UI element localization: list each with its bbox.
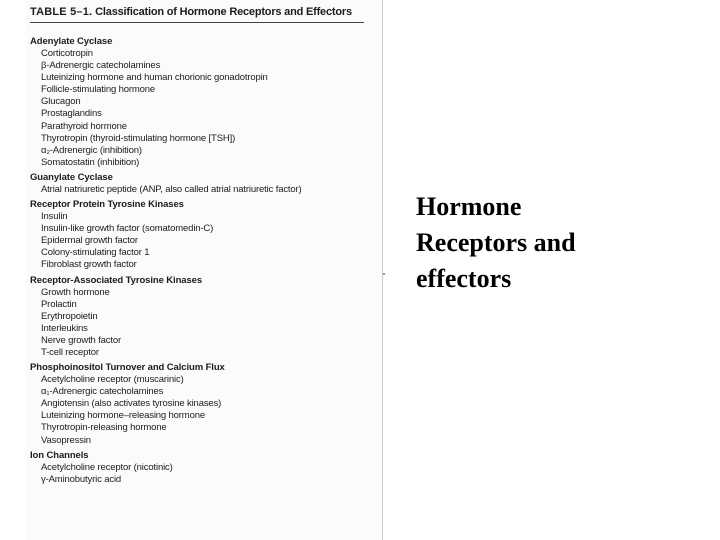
table-label: TABLE 5–1. [30,6,93,18]
title-rule [30,22,364,23]
caption-line: Receptors and [416,228,576,257]
group-item: α₂-Adrenergic (inhibition) [41,144,142,156]
group-item: Colony-stimulating factor 1 [41,247,150,259]
group-item: Epidermal growth factor [41,235,138,247]
group-header: Adenylate Cyclase [30,36,113,47]
group-item: Vasopressin [41,434,91,446]
group-item: Luteinizing hormone–releasing hormone [41,410,205,422]
group-item: Follicle-stimulating hormone [41,84,156,96]
receptor-classification-list [30,36,370,486]
group-item: γ-Aminobutyric acid [41,473,122,485]
group-item: Acetylcholine receptor (muscarinic) [41,374,184,386]
scan-speck [383,273,385,275]
group-item: Erythropoietin [41,310,98,322]
group-item: T-cell receptor [41,346,99,358]
group-item: Acetylcholine receptor (nicotinic) [41,461,173,473]
group-item: Nerve growth factor [41,334,122,346]
group-header: Guanylate Cyclase [30,171,113,183]
group-item: Prostaglandins [41,108,102,120]
group-item: Interleukins [41,322,88,334]
group-header: Receptor Protein Tyrosine Kinases [30,199,184,211]
group-item: Insulin-like growth factor (somatomedin-C) [41,223,214,235]
group-item: Prolactin [41,298,77,310]
table-title-text: Classification of Hormone Receptors and Effectors [95,6,352,18]
caption-line: Hormone [416,192,522,221]
group-item: Corticotropin [41,48,93,59]
table-title [30,6,352,18]
caption-line: effectors [416,264,512,293]
group-item: Angiotensin (also activates tyrosine kinases) [41,398,222,410]
group-item: Glucagon [41,96,81,108]
group-item: Luteinizing hormone and human chorionic gonadotropin [41,72,268,84]
group-header: Ion Channels [30,449,89,461]
group-item: Parathyroid hormone [41,120,127,132]
slide-caption [416,189,576,297]
group-item: Insulin [41,211,68,223]
group-item: Thyrotropin (thyroid-stimulating hormone [TSH]) [41,132,236,144]
group-item: β-Adrenergic catecholamines [41,60,161,72]
group-item: α₁-Adrenergic catecholamines [41,386,164,398]
group-item: Thyrotropin-releasing hormone [41,422,167,434]
scanned-table-image [26,0,384,540]
group-item: Somatostatin (inhibition) [41,156,140,168]
group-item: Atrial natriuretic peptide (ANP, also called atrial natriuretic factor) [41,183,302,195]
group-header: Phosphoinositol Turnover and Calcium Flux [30,362,225,374]
group-header: Receptor-Associated Tyrosine Kinases [30,274,203,286]
scan-edge-line [382,0,383,540]
group-item: Fibroblast growth factor [41,259,137,271]
group-item: Growth hormone [41,286,110,298]
